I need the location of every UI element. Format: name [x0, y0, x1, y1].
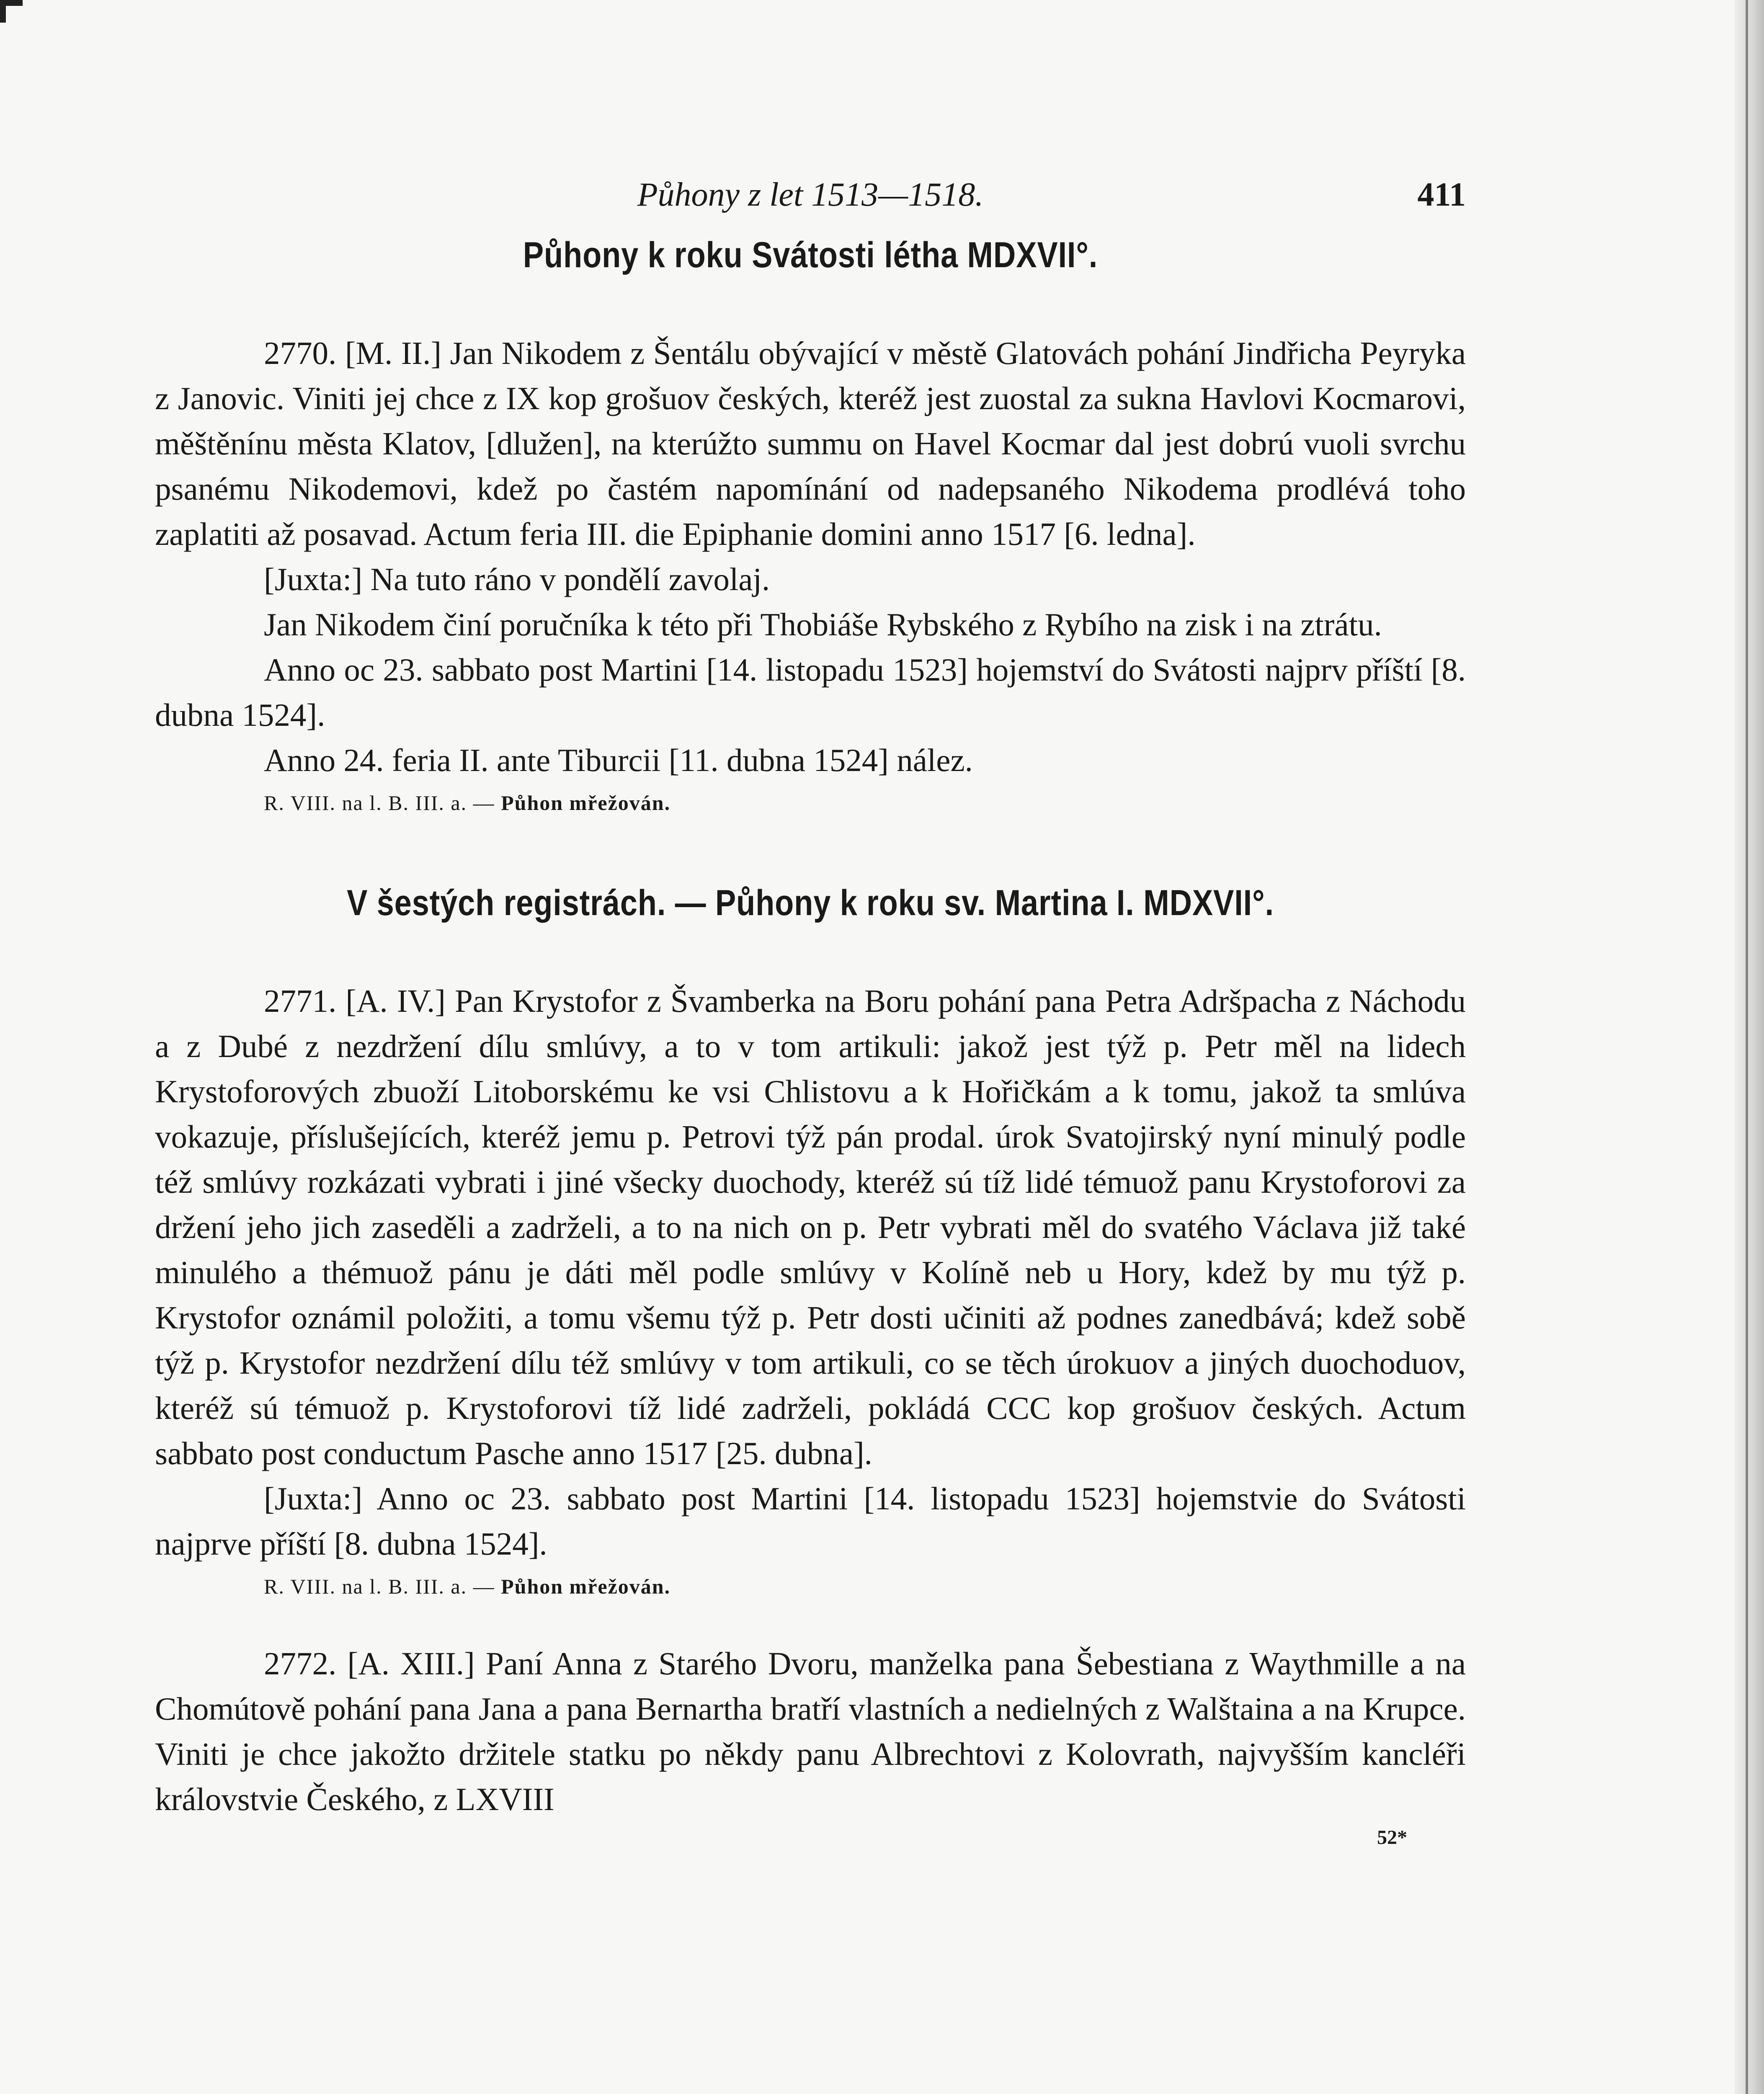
- entry-paragraph: [Juxta:] Anno oc 23. sabbato post Martini [14. listopadu 1523] hojemstvie do Svátosti najprve příští [8. dubna 1524].: [155, 1480, 1466, 1562]
- section-heading: Půhony k roku Svátosti létha MDXVII°.: [523, 235, 1098, 275]
- signature-ref: R. VIII. na l. B. III. a. —: [264, 791, 495, 815]
- running-title: Půhony z let 1513—1518.: [637, 176, 984, 213]
- entry-paragraph: 2771. [A. IV.] Pan Krystofor z Švamberka na Boru pohání pana Petra Adršpacha z Náchodu a z Dubé z nezdržení dílu smlúvy, a to v tom artikuli: jakož jest týž p. Petr měl na lidech Krystoforových zbuoží Litoborskému ke vsi Chlistovu a k Hořičkám a k tomu, jakož ta smlúva vokazuje, příslušejících, kteréž jemu p. Petrovi týž pán prodal. úrok Svatojirský nyní minulý podle též smlúvy rozkázati vybrati i jiné všecky duochody, kteréž sú tíž lidé témuož panu Krystoforovi za držení jeho jich zaseděli a zadrželi, a to na nich on p. Petr vybrati měl do svatého Václava již také minulého a thémuož pánu je dáti měl podle smlúvy v Kolíně neb u Hory, kdež by mu týž p. Krystofor oznámil položiti, a tomu všemu týž p. Petr dosti učiniti až podnes zanedbává; kdež sobě týž p. Krystofor nezdržení dílu též smlúvy v tom artikuli, co se těch úrokuov a jiných duochoduov, kteréž sú témuož p. Krystoforovi tíž lidé zadrželi, pokládá CCC kop grošuov českých. Actum sabbato post conductum Pasche anno 1517 [25. dubna].: [155, 983, 1466, 1471]
- entry-gap: [155, 1603, 1466, 1641]
- page-number: 411: [1417, 176, 1466, 213]
- page-footer: [155, 1826, 1466, 1864]
- entry-paragraph: Anno oc 23. sabbato post Martini [14. listopadu 1523] hojemství do Svátosti najprv příští [8. dubna 1524].: [155, 652, 1466, 733]
- running-head: [155, 176, 1466, 235]
- entry-paragraph: 2770. [M. II.] Jan Nikodem z Šentálu obývající v městě Glatovách pohání Jindřicha Peyryka z Janovic. Viniti jej chce z IX kop grošuov českých, kteréž jest zuostal za sukna Havlovi Kocmarovi, měštěnínu města Klatov, [dlužen], na kterúžto summu on Havel Kocmar dal jest dobrú vuoli svrchu psanému Nikodemovi, kdež po častém napomínání od nadepsaného Nikodema prodlévá toho zaplatiti až posavad. Actum feria III. die Epiphanie domini anno 1517 [6. ledna].: [155, 335, 1466, 552]
- entry-paragraph: Jan Nikodem činí poručníka k této při Thobiáše Rybského z Rybího na zisk i na ztrátu.: [264, 606, 1382, 642]
- signature-note: Půhon mřežován.: [501, 1575, 671, 1598]
- sheet-signature-mark: 52*: [1377, 1826, 1407, 1849]
- archival-signature: [264, 1570, 1466, 1603]
- section-heading: V šestých registrách. — Půhony k roku sv. Martina I. MDXVII°.: [347, 883, 1274, 923]
- signature-ref: R. VIII. na l. B. III. a. —: [264, 1575, 495, 1598]
- document-page: [155, 176, 1466, 1864]
- scan-edge-line: [1746, 0, 1748, 2094]
- scan-corner-mark: [0, 0, 23, 23]
- archival-signature: [264, 786, 1466, 820]
- entry-paragraph: 2772. [A. XIII.] Paní Anna z Starého Dvoru, manželka pana Šebestiana z Waythmille a na Chomútově pohání pana Jana a pana Bernartha bratří vlastních a nedielných z Walštaina a na Krupce. Viniti je chce jakožto držitele statku po někdy panu Albrechtovi z Kolovrath, najvyšším kancléři královstvie Českého, z LXVIII: [155, 1645, 1466, 1817]
- scan-binding-edge: [1735, 0, 1764, 2094]
- signature-note: Půhon mřežován.: [501, 791, 671, 815]
- entry-paragraph: [Juxta:] Na tuto ráno v pondělí zavolaj.: [264, 561, 770, 597]
- entry-paragraph: Anno 24. feria II. ante Tiburcii [11. dubna 1524] nález.: [264, 742, 973, 778]
